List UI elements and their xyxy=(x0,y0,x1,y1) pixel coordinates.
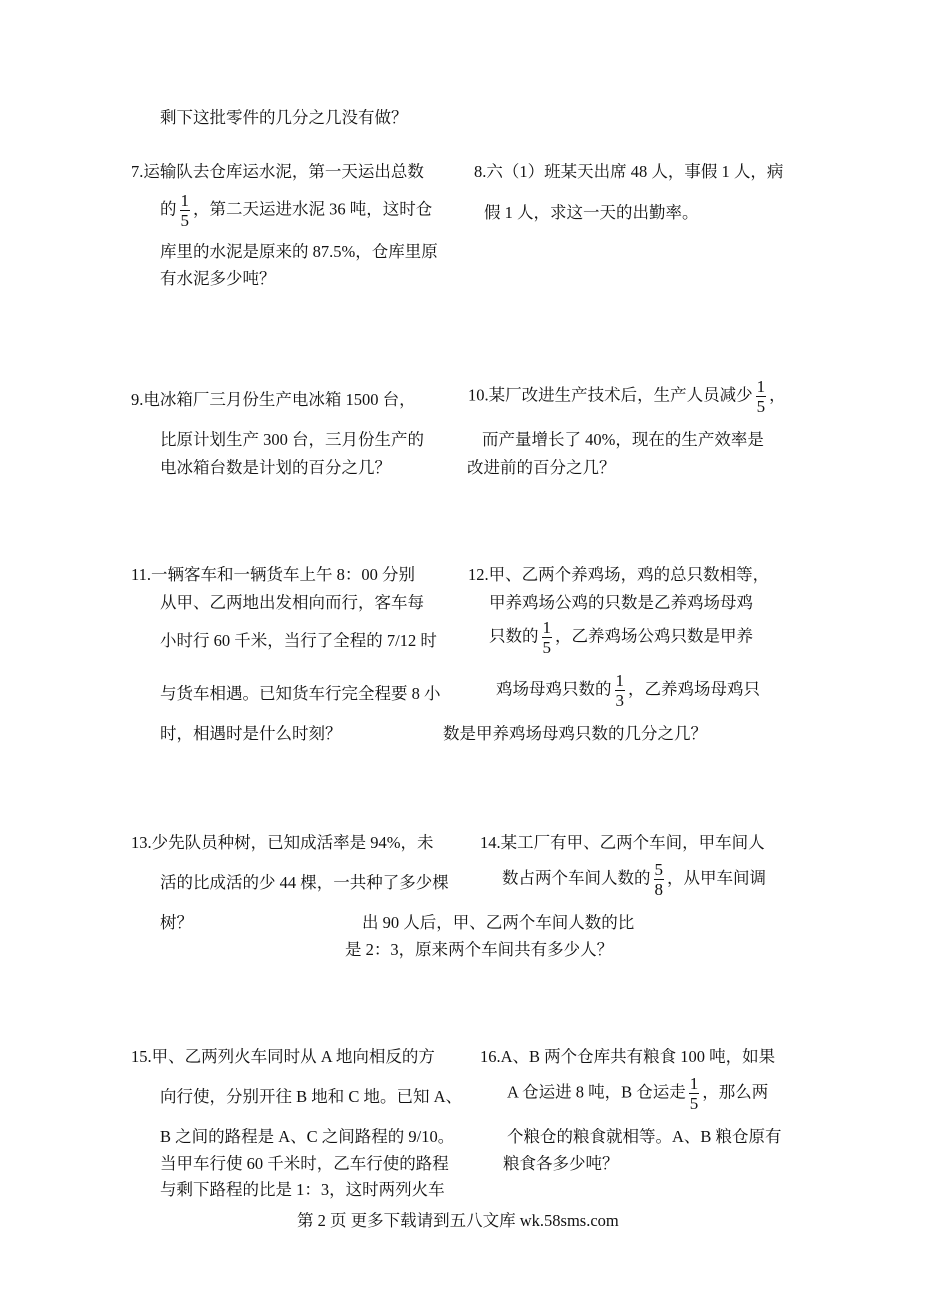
problem-10-line2: 而产量增长了 40%，现在的生产效率是 xyxy=(482,430,764,449)
problem-9-line3: 电冰箱台数是计划的百分之几？ xyxy=(160,458,391,477)
problem-9-line1: 9.电冰箱厂三月份生产电冰箱 1500 台， xyxy=(131,390,416,409)
problem-10-line3: 改进前的百分之几？ xyxy=(467,458,616,477)
problem-16-line3: 个粮仓的粮食就相等。A、B 粮仓原有 xyxy=(507,1127,782,1146)
problem-13-line3: 树？ xyxy=(160,913,193,932)
problem-16-line2: A 仓运进 8 吨，B 仓运走 $\frac{1}{5}$ ，那么两 xyxy=(507,1074,769,1113)
problem-6-continuation: 剩下这批零件的几分之几没有做？ xyxy=(160,108,408,127)
problem-7-line1: 7.运输队去仓库运水泥，第一天运出总数 xyxy=(131,162,424,181)
problem-12-fraction-1: $\frac{1}{5}$ xyxy=(542,618,551,657)
problem-15-line3: B 之间的路程是 A、C 之间路程的 9/10。 xyxy=(160,1127,455,1146)
problem-7-line4: 有水泥多少吨？ xyxy=(160,269,276,288)
problem-12-line1: 12.甲、乙两个养鸡场，鸡的总只数相等， xyxy=(468,565,770,584)
problem-12-line2: 甲养鸡场公鸡的只数是乙养鸡场母鸡 xyxy=(489,593,753,612)
problem-7-line2: 的 $\frac{1}{5}$ ，第二天运进水泥 36 吨，这时仓 xyxy=(160,191,433,230)
problem-15-line2: 向行使，分别开往 B 地和 C 地。已知 A、 xyxy=(160,1087,463,1106)
problem-12-line3: 只数的 $\frac{1}{5}$ ，乙养鸡场公鸡只数是甲养 xyxy=(489,618,753,657)
problem-10-line1: 10.某厂改进生产技术后，生产人员减少 $\frac{1}{5}$ ， xyxy=(468,377,786,416)
problem-11-line4: 与货车相遇。已知货车行完全程要 8 小 xyxy=(160,684,441,703)
problem-11-line1: 11.一辆客车和一辆货车上午 8：00 分别 xyxy=(131,565,416,584)
problem-15-line1: 15.甲、乙两列火车同时从 A 地向相反的方 xyxy=(131,1047,435,1066)
problem-8-line1: 8.六（1）班某天出席 48 人，事假 1 人，病 xyxy=(474,162,784,181)
problem-14-line1: 14.某工厂有甲、乙两个车间，甲车间人 xyxy=(480,833,765,852)
problem-7-line3: 库里的水泥是原来的 87.5%，仓库里原 xyxy=(160,242,438,261)
problem-13-line2: 活的比成活的少 44 棵，一共种了多少棵 xyxy=(160,873,449,892)
problem-15-line4: 当甲车行使 60 千米时，乙车行使的路程 xyxy=(160,1154,449,1173)
problem-11-line3: 小时行 60 千米，当行了全程的 7/12 时 xyxy=(160,631,437,650)
problem-16-line4: 粮食各多少吨？ xyxy=(503,1154,619,1173)
problem-12-line5: 数是甲养鸡场母鸡只数的几分之几？ xyxy=(443,724,707,743)
problem-12-fraction-2: $\frac{1}{3}$ xyxy=(615,671,624,710)
problem-14-line3: 出 90 人后，甲、乙两个车间人数的比 xyxy=(362,913,635,932)
problem-11-line5: 时，相遇时是什么时刻？ xyxy=(160,724,342,743)
problem-16-line1: 16.A、B 两个仓库共有粮食 100 吨，如果 xyxy=(480,1047,776,1066)
page-footer: 第 2 页 更多下载请到五八文库 wk.58sms.com xyxy=(297,1211,619,1230)
problem-8-line2: 假 1 人，求这一天的出勤率。 xyxy=(484,203,699,222)
problem-7-fraction: $\frac{1}{5}$ xyxy=(180,191,189,230)
problem-14-fraction: $\frac{5}{8}$ xyxy=(654,860,663,899)
problem-12-line4: 鸡场母鸡只数的 $\frac{1}{3}$ ，乙养鸡场母鸡只 xyxy=(496,671,760,710)
problem-13-line1: 13.少先队员种树，已知成活率是 94%，未 xyxy=(131,833,434,852)
problem-11-line2: 从甲、乙两地出发相向而行，客车每 xyxy=(160,593,424,612)
problem-9-line2: 比原计划生产 300 台，三月份生产的 xyxy=(160,430,424,449)
problem-14-line2: 数占两个车间人数的 $\frac{5}{8}$ ，从甲车间调 xyxy=(502,860,766,899)
problem-16-fraction: $\frac{1}{5}$ xyxy=(689,1074,699,1113)
problem-10-fraction: $\frac{1}{5}$ xyxy=(756,377,766,416)
problem-15-line5: 与剩下路程的比是 1：3，这时两列火车 xyxy=(160,1180,445,1199)
problem-14-line4: 是 2：3，原来两个车间共有多少人？ xyxy=(345,940,614,959)
